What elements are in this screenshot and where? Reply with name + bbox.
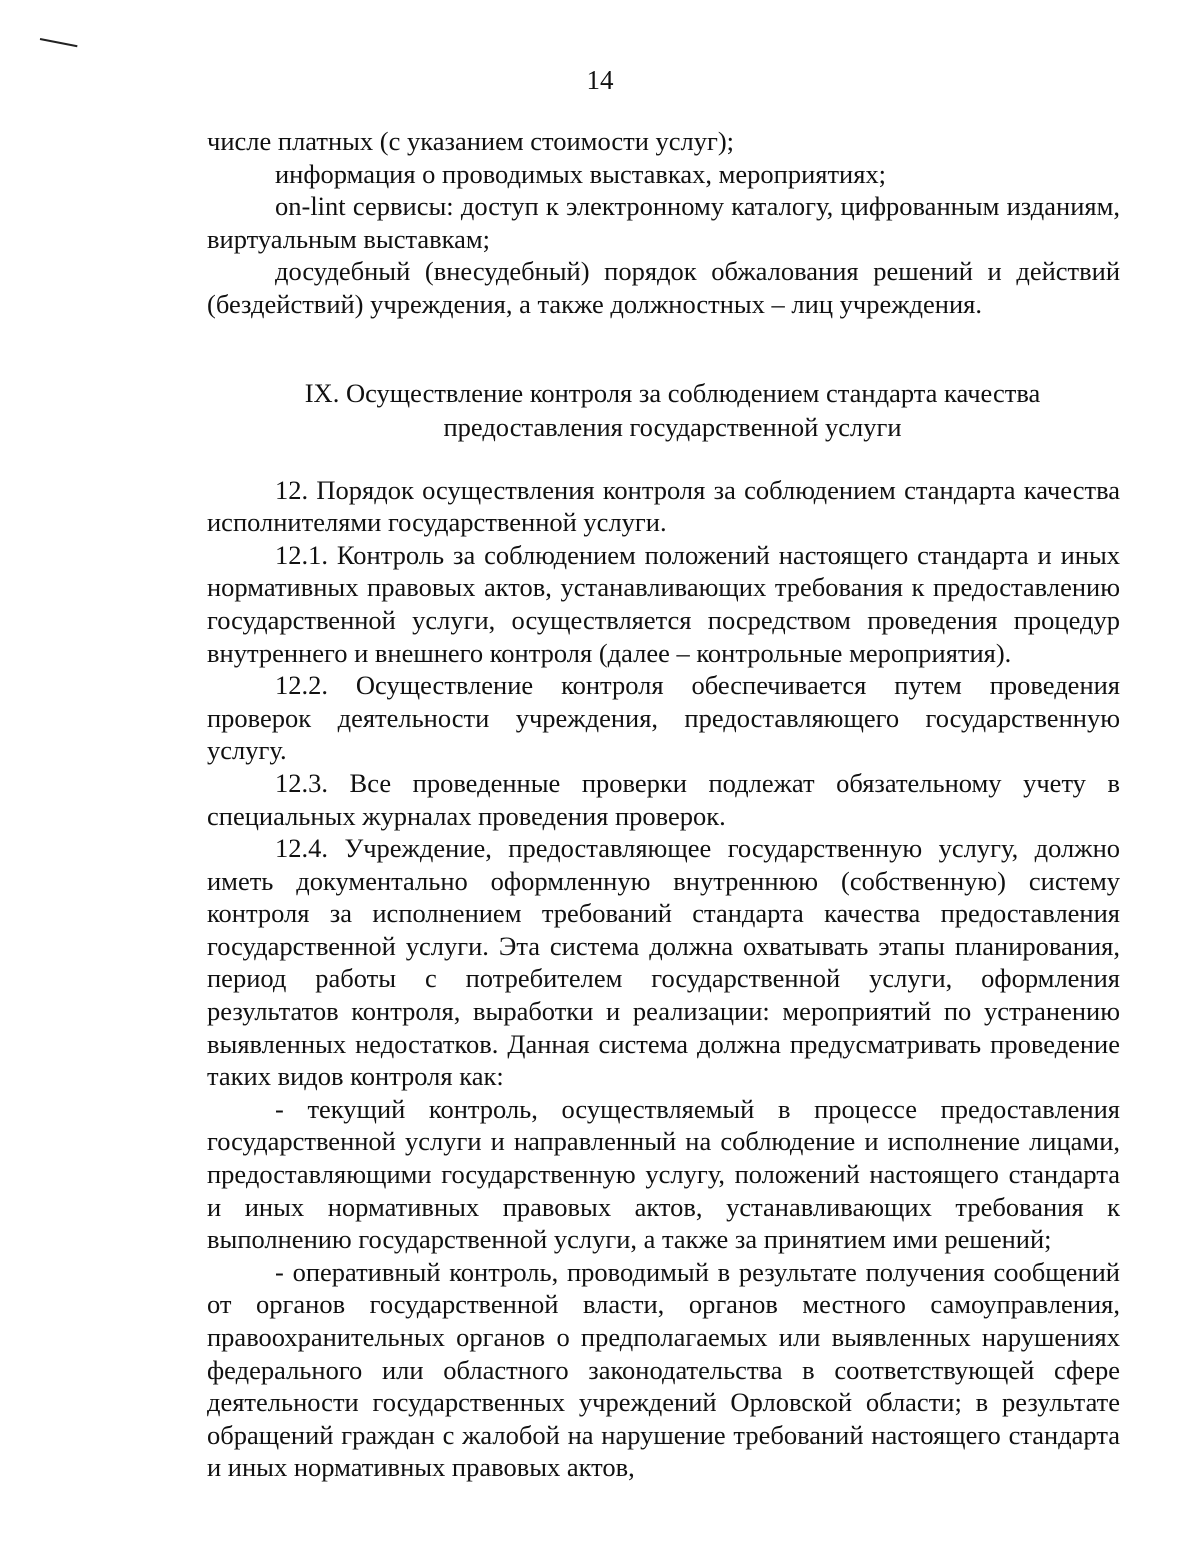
paragraph-body-4: 12.4. Учреждение, предоставляющее государственную услугу, должно иметь документально оформленную внутреннюю (собственную) систему контроля за исполнением требований стандарта качества предоставления государственной услуги. Эта система должна охватывать этапы планирования, период работы с потребителем государственной услуги, оформления результатов контроля, выработки и реализации: мероприятий по устранению выявленных недостатков. Данная система должна предусматривать проведение таких видов контроля как: [207,833,1120,1092]
document-body [207,125,1120,1484]
section-heading-line-2: предоставления государственной услуги [443,411,902,442]
paragraph-body-1: 12.1. Контроль за соблюдением положений настоящего стандарта и иных нормативных правовых актов, устанавливающих требования к предоставлению государственной услуги, осуществляется посредством проведения процедур внутреннего и внешнего контроля (далее – контрольные мероприятия). [207,539,1120,668]
paragraph-top-2: on-lint сервисы: доступ к электронному каталогу, цифрованным изданиям, виртуальным выставкам; [207,191,1120,254]
paragraph-top-3: досудебный (внесудебный) порядок обжалования решений и действий (бездействий) учреждения, а также должностных – лиц учреждения. [207,256,1120,319]
paragraph-body-2: 12.2. Осуществление контроля обеспечивается путем проведения проверок деятельности учреждения, предоставляющего государственную услугу. [207,670,1120,766]
paragraph-top-0: числе платных (с указанием стоимости услуг); [207,126,735,156]
page-number: 14 [586,65,614,95]
paragraph-body-5: - текущий контроль, осуществляемый в процессе предоставления государственной услуги и направленный на соблюдение и исполнение лицами, предоставляющими государственную услугу, положений настоящего стандарта и иных нормативных правовых актов, устанавливающих требования к выполнению государственной услуги, а также за принятием ими решений; [207,1093,1120,1255]
paragraph-body-0: 12. Порядок осуществления контроля за соблюдением стандарта качества исполнителями государственной услуги. [207,474,1120,538]
paragraph-body-3: 12.3. Все проведенные проверки подлежат обязательному учету в специальных журналах проведения проверок. [207,767,1120,831]
section-heading [207,376,1120,444]
section-heading-line-1: IX. Осуществление контроля за соблюдением стандарта качества [304,377,1041,408]
paragraph-body-6: - оперативный контроль, проводимый в результате получения сообщений от органов государственной власти, органов местного самоуправления, правоохранительных органов о предполагаемых или выявленных нарушениях федерального или областного законодательства в соответствующей сфере деятельности государственных учреждений Орловской области; в результате обращений граждан с жалобой на нарушение требований настоящего стандарта и иных нормативных правовых актов, [207,1256,1120,1483]
scan-artifact-mark [40,38,78,47]
paragraph-top-1: информация о проводимых выставках, мероприятиях; [275,158,887,189]
